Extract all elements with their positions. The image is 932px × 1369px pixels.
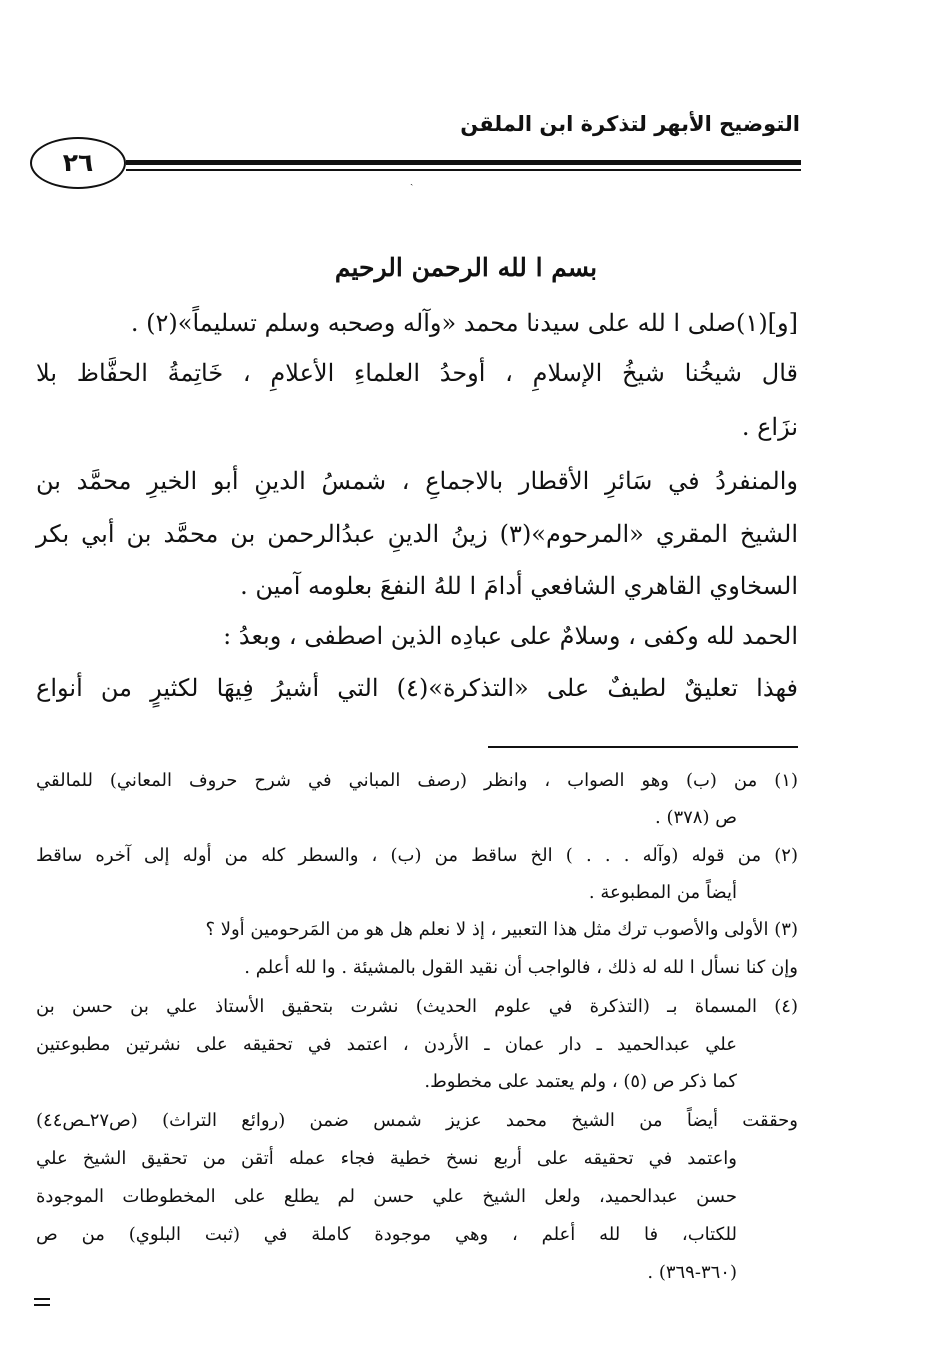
footnote-line: (٢) من قوله (وآله . . . ) الخ ساقط من (ب) ، والسطر كله من أوله إلى آخره ساقط <box>36 845 798 866</box>
main-text-line: والمنفردُ في سَائرِ الأقطار بالاجماعِ ، شمسُ الدينِ أبو الخيرِ محمَّد بن <box>36 467 799 495</box>
footnote-line: وإن كنا نسأل ا لله له ذلك ، فالواجب أن نقيد القول بالمشيئة . وا لله أعلم . <box>244 957 798 978</box>
header-rule-thick <box>126 160 801 165</box>
footnote-line: (٣٦٠-٣٦٩) . <box>647 1262 737 1283</box>
footnote-line: (٤) المسماة بـ (التذكرة في علوم الحديث) نشرت بتحقيق الأستاذ علي بن حسن بن <box>36 996 798 1017</box>
main-text-line: فهذا تعليقٌ لطيفٌ على «التذكرة»(٤) التي أشيرُ فِيهَا لكثيرٍ من أنواع <box>36 674 798 702</box>
footnote-line: كما ذكر ص (٥) ، ولم يعتمد على مخطوط. <box>424 1071 737 1092</box>
page-number-badge: ٢٦ <box>30 137 126 189</box>
footnote-line: أيضاً من المطبوعة . <box>588 882 737 903</box>
running-header-title: التوضيح الأبهر لتذكرة ابن الملقن <box>460 112 800 136</box>
header-rule-thin <box>126 169 801 171</box>
footnote-line: حسن عبدالحميد، ولعل الشيخ علي حسن لم يطلع على المخطوطات الموجودة <box>36 1186 737 1207</box>
footnote-line: علي عبدالحميد ـ دار عمان ـ الأردن ، اعتمد في تحقيقه على نشرتين مطبوعتين <box>36 1034 737 1055</box>
footnote-line: ص (٣٧٨) . <box>655 807 737 828</box>
footnote-separator <box>488 746 798 748</box>
main-text-line: نزَاع . <box>741 413 798 441</box>
footnote-line: واعتمد في تحقيقه على أربع نسخ خطية فجاء عمله أتقن من تحقيق الشيخ علي <box>36 1148 737 1169</box>
footnote-line: للكتاب، فا لله أعلم ، وهي موجودة كاملة في (ثبت البلوي) من ص <box>36 1224 737 1245</box>
header-tick-mark: ˎ <box>410 175 414 186</box>
footnote-line: (١) من (ب) وهو الصواب ، وانظر (رصف المباني في شرح حروف المعاني) للمالقي <box>36 770 798 791</box>
footnote-line: (٣) الأولى والأصوب ترك مثل هذا التعبير ، إذ لا نعلم هل هو من المَرحومين أولا ؟ <box>205 919 798 940</box>
main-text-line: السخاوي القاهري الشافعي أدامَ ا للهُ النفعَ بعلومه آمين . <box>240 572 798 600</box>
main-text-line: الشيخ المقري «المرحوم»(٣) زينُ الدينِ عبدُالرحمن بن محمَّد بن أبي بكر <box>36 520 799 548</box>
main-text-line: قال شيخُنا شيخُ الإسلامِ ، أوحدُ العلماءِ الأعلامِ ، خَاتِمةُ الحفَّاظ بلا <box>36 359 798 387</box>
page-end-mark <box>34 1298 50 1310</box>
basmala-heading: بسم ا لله الرحمن الرحيم <box>334 253 598 282</box>
main-text-line: الحمد لله وكفى ، وسلامٌ على عبادِه الذين اصطفى ، وبعدُ : <box>223 622 798 650</box>
footnote-line: وحققت أيضاً من الشيخ محمد عزيز شمس ضمن (روائع التراث) (ص٢٧ـص٤٤) <box>36 1110 798 1131</box>
main-text-line: [و](١)صلى ا لله على سيدنا محمد «وآله وصحبه وسلم تسليماً»(٢) . <box>130 309 798 337</box>
